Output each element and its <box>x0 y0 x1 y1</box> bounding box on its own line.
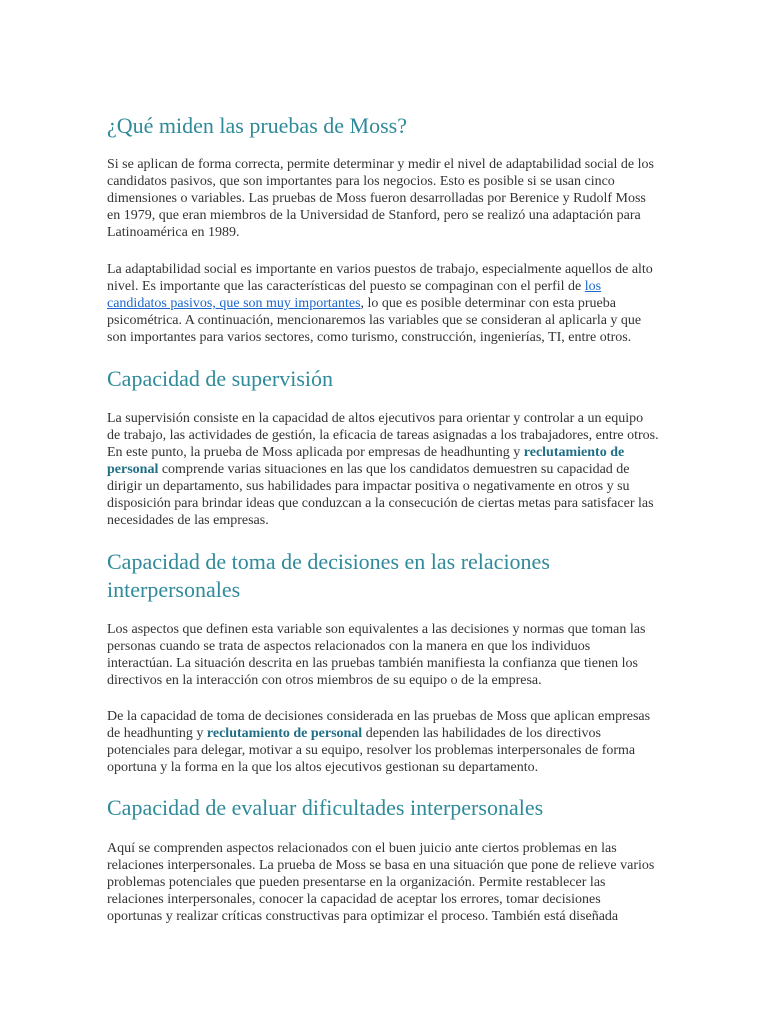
paragraph-text-segment: comprende varias situaciones en las que los candidatos demuestren su capacidad de dirigir un departamento, sus habilidades para impactar positiva o negativamente en otros y su disposición para brindar ideas que conduzcan a la consecución de ciertas metas para satisfacer las necesidades de las empresas. <box>107 462 654 528</box>
paragraph-text-segment: La supervisión consiste en la capacidad de altos ejecutivos para orientar y controlar a un equipo de trabajo, las actividades de gestión, la eficacia de tareas asignadas a los trabajadores, entre otros. En este punto, la prueba de Moss aplicada por empresas de headhunting y <box>107 411 659 460</box>
paragraph-decision-skills <box>107 708 659 776</box>
paragraph-text-segment: dependen las habilidades de los directivos potenciales para delegar, motivar a su equipo, resolver los problemas interpersonales de forma oportuna y la forma en la que los altos ejecutivos gestionan su departamento. <box>107 726 636 775</box>
passive-candidates-link[interactable]: los candidatos pasivos, que son muy importantes <box>107 279 602 311</box>
recruitment-link[interactable]: reclutamiento de personal <box>107 445 625 477</box>
section-heading-interpersonal-difficulties: Capacidad de evaluar dificultades interpersonales <box>107 795 544 820</box>
paragraph-decision-aspects: Los aspectos que definen esta variable son equivalentes a las decisiones y normas que toman las personas cuando se trata de aspectos relacionados con la manera en que los individuos interactúan. La situación descrita en las pruebas también manifiesta la confianza que tienen los directivos en la interacción con otros miembros de su equipo o de la empresa. <box>107 622 646 688</box>
section-heading-supervision: Capacidad de supervisión <box>107 366 334 391</box>
paragraph-text-segment: , lo que es posible determinar con esta prueba psicométrica. A continuación, mencionaremos las variables que se consideran al aplicarla y que son importantes para varios sectores, como turismo, construcción, ingenierías, TI, entre otros. <box>107 296 642 345</box>
paragraph-supervision <box>107 410 659 529</box>
paragraph-interpersonal-difficulties: Aquí se comprenden aspectos relacionados con el buen juicio ante ciertos problemas en las relaciones interpersonales. La prueba de Moss se basa en una situación que pone de relieve varios problemas potenciales que pueden presentarse en la organización. Permite restablecer las relaciones interpersonales, conocer la capacidad de aceptar los errores, tomar decisiones oportunas y realizar críticas constructivas para optimizar el proceso. También está diseñada <box>107 841 655 924</box>
paragraph-text-segment: De la capacidad de toma de decisiones considerada en las pruebas de Moss que aplican empresas de headhunting y <box>107 709 651 741</box>
recruitment-link[interactable]: reclutamiento de personal <box>206 726 363 741</box>
paragraph-moss-intro: Si se aplican de forma correcta, permite determinar y medir el nivel de adaptabilidad social de los candidatos pasivos, que son importantes para los negocios. Esto es posible si se usan cinco dimensiones o variables. Las pruebas de Moss fueron desarrolladas por Berenice y Rudolf Moss en 1979, que eran miembros de la Universidad de Stanford, pero se realizó una adaptación para Latinoamérica en 1989. <box>107 157 654 240</box>
paragraph-social-adaptability <box>107 261 659 346</box>
paragraph-text-segment: La adaptabilidad social es importante en varios puestos de trabajo, especialmente aquellos de alto nivel. Es importante que las características del puesto se compaginan con el perfil de <box>107 262 653 294</box>
section-heading-decision-making: Capacidad de toma de decisiones en las relaciones interpersonales <box>107 549 550 602</box>
section-heading-what-moss-measures: ¿Qué miden las pruebas de Moss? <box>107 113 407 138</box>
